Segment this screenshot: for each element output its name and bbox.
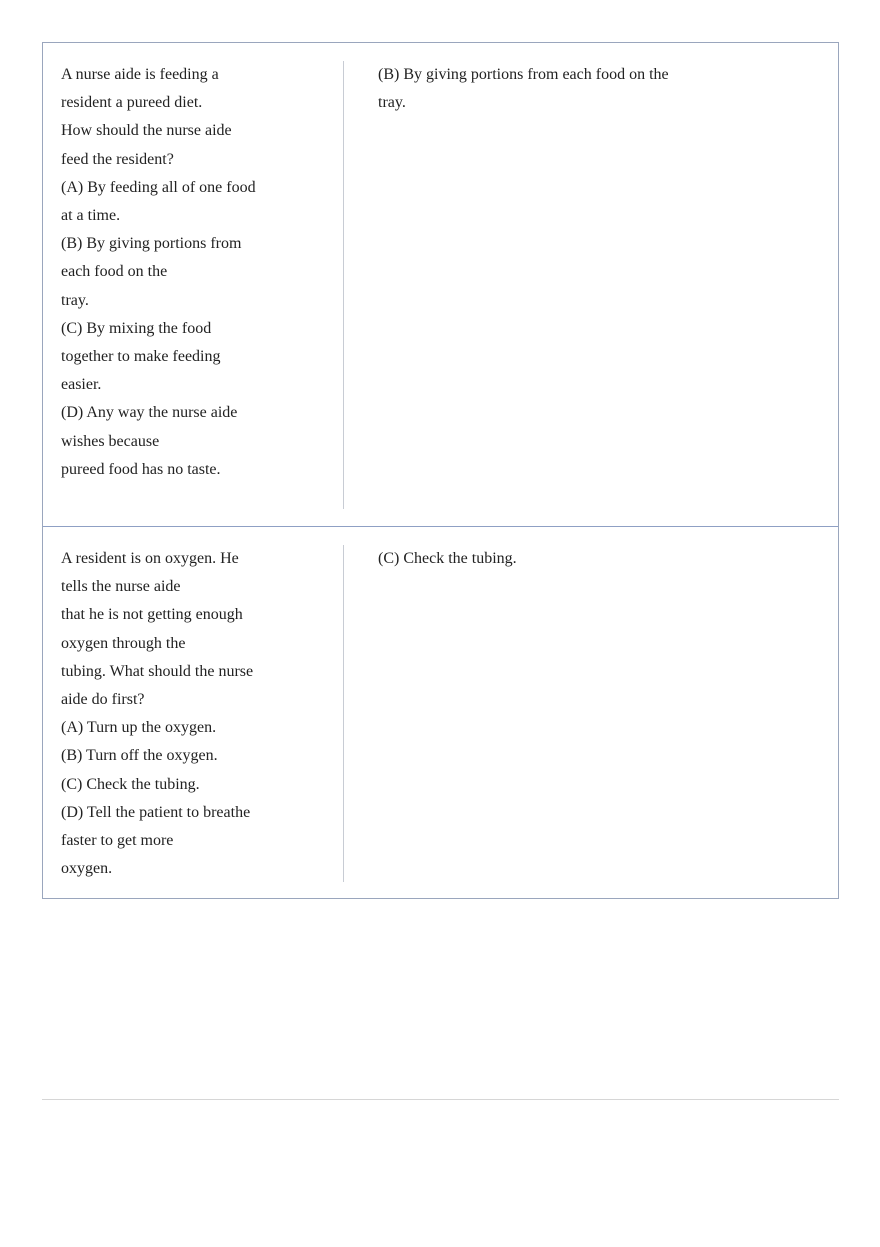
question-text bbox=[61, 545, 343, 883]
question-line: feed the resident? bbox=[61, 150, 174, 168]
question-line: tubing. What should the nurse bbox=[61, 662, 254, 680]
footer-divider bbox=[42, 1099, 839, 1100]
option-line: (C) By mixing the food bbox=[61, 319, 212, 337]
question-line: that he is not getting enough bbox=[61, 606, 243, 624]
answer-line: tray. bbox=[378, 94, 406, 112]
option-line: wishes because bbox=[61, 432, 160, 450]
flashcard bbox=[43, 526, 838, 898]
option-line: each food on the bbox=[61, 263, 168, 281]
option-line: oxygen. bbox=[61, 860, 113, 878]
question-line: How should the nurse aide bbox=[61, 122, 232, 140]
answer-text bbox=[378, 545, 818, 573]
option-line: pureed food has no taste. bbox=[61, 460, 221, 478]
question-line: A resident is on oxygen. He bbox=[61, 550, 239, 567]
answer-line: (B) By giving portions from each food on the bbox=[378, 66, 669, 83]
option-line: easier. bbox=[61, 376, 102, 394]
answer-line: (C) Check the tubing. bbox=[378, 550, 517, 567]
option-line: (A) By feeding all of one food bbox=[61, 178, 256, 196]
question-line: oxygen through the bbox=[61, 634, 186, 652]
question-line: resident a pureed diet. bbox=[61, 94, 203, 112]
option-line: faster to get more bbox=[61, 832, 174, 850]
question-line: aide do first? bbox=[61, 691, 145, 709]
flashcard-list bbox=[42, 42, 839, 899]
option-line: (C) Check the tubing. bbox=[61, 775, 200, 793]
option-line: tray. bbox=[61, 291, 89, 309]
flashcard bbox=[43, 43, 838, 526]
column-divider bbox=[343, 545, 344, 882]
option-line: (D) Tell the patient to breathe bbox=[61, 803, 251, 821]
option-line: at a time. bbox=[61, 207, 121, 225]
option-line: (B) By giving portions from bbox=[61, 235, 242, 253]
column-divider bbox=[343, 61, 344, 509]
answer-text bbox=[378, 61, 818, 117]
option-line: (B) Turn off the oxygen. bbox=[61, 747, 218, 765]
question-line: A nurse aide is feeding a bbox=[61, 66, 219, 83]
option-line: (A) Turn up the oxygen. bbox=[61, 719, 217, 737]
option-line: (D) Any way the nurse aide bbox=[61, 404, 238, 422]
question-line: tells the nurse aide bbox=[61, 578, 181, 596]
option-line: together to make feeding bbox=[61, 348, 221, 366]
question-text bbox=[61, 61, 343, 484]
